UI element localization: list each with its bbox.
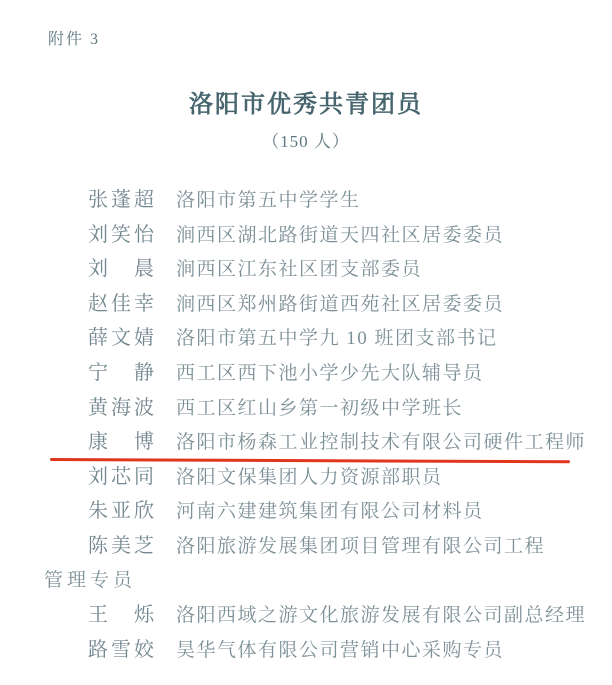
- member-name: 刘笑怡: [88, 223, 154, 246]
- attachment-label: 附件 3: [48, 31, 101, 48]
- member-position-continuation: 管理专员: [44, 569, 137, 591]
- member-position: 涧西区江东社区团支部委员: [176, 259, 423, 281]
- member-row: [0, 598, 612, 633]
- member-name: 路雪姣: [88, 638, 154, 661]
- member-position: 西工区红山乡第一初级中学班长: [176, 397, 464, 419]
- member-position: 洛阳旅游发展集团项目管理有限公司工程: [176, 535, 546, 557]
- member-position: 洛阳市第五中学九 10 班团支部书记: [176, 328, 498, 350]
- member-name: 刘晨: [88, 258, 154, 281]
- member-row: [0, 287, 612, 322]
- member-position: 河南六建建筑集团有限公司材料员: [176, 501, 484, 523]
- member-name: 赵佳幸: [88, 292, 154, 315]
- member-row: [0, 494, 612, 529]
- member-name: 陈美芝: [88, 534, 154, 557]
- member-row: [0, 633, 612, 668]
- member-name: 宁静: [88, 361, 154, 384]
- member-position: 涧西区湖北路街道天四社区居委委员: [176, 224, 505, 246]
- member-row: [0, 529, 612, 564]
- member-row: [0, 252, 612, 287]
- member-name: 黄海波: [88, 396, 154, 419]
- member-name: 康博: [88, 431, 154, 454]
- member-name: 薛文婧: [88, 327, 154, 350]
- member-count: （150 人）: [262, 132, 350, 151]
- member-position: 西工区西下池小学少先大队辅导员: [176, 362, 484, 384]
- member-row: [0, 218, 612, 253]
- member-name: 张蓬超: [88, 189, 154, 211]
- member-row: [0, 321, 612, 356]
- page-title: 洛阳市优秀共青团员: [189, 92, 423, 118]
- member-row: [0, 183, 612, 218]
- member-row: [0, 460, 612, 495]
- member-list: [0, 183, 612, 667]
- member-position: 涧西区郑州路街道西苑社区居委委员: [176, 293, 505, 315]
- member-row-highlighted: [0, 425, 612, 460]
- member-position: 洛阳市第五中学学生: [176, 190, 361, 211]
- member-name: 王烁: [88, 604, 154, 627]
- member-position: 洛阳文保集团人力资源部职员: [176, 466, 443, 488]
- member-position: 昊华气体有限公司营销中心采购专员: [176, 639, 505, 661]
- member-name: 朱亚欣: [88, 500, 154, 523]
- member-row: [0, 356, 612, 391]
- member-row: [0, 391, 612, 426]
- member-name: 刘芯同: [88, 465, 154, 488]
- member-position: 洛阳西域之游文化旅游发展有限公司副总经理: [176, 605, 587, 627]
- member-position: 洛阳市杨森工业控制技术有限公司硬件工程师: [176, 432, 587, 454]
